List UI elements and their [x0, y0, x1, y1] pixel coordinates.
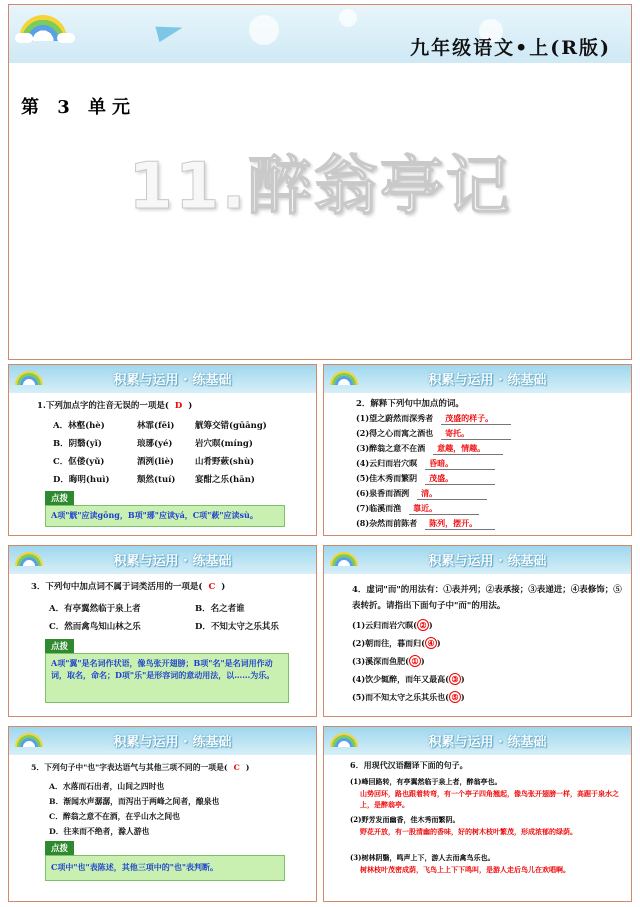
- question-4: 4．虚词"而"的用法有：①表并列；②表承接；③表递进；④表修饰；⑤表转折。请指出下面句子中"而"的用法。: [352, 585, 622, 612]
- option-c3: 山肴野蔌(shù): [195, 457, 255, 467]
- section-title: 积累与运用 · 练基础: [428, 735, 547, 750]
- question-5: 5．下列句子中"也"字表达语气与其他三项不同的一项是( C ): [31, 763, 250, 772]
- exercise-slide-4: [323, 545, 632, 717]
- option-c: C．醉翁之意不在酒，在乎山水之间也: [49, 812, 180, 821]
- list-item: (6)泉香而酒洌 清。: [356, 488, 487, 500]
- answer: C: [208, 582, 216, 592]
- course-title: 九年级语文•上(R版): [410, 37, 611, 59]
- section-title: 积累与运用 · 练基础: [428, 554, 547, 569]
- section-title: 积累与运用 · 练基础: [428, 373, 547, 388]
- option-b: B．名之者谁: [195, 604, 245, 614]
- answer: C: [233, 763, 240, 772]
- list-item: (2)得之心而寓之酒也 寄托。: [356, 428, 511, 440]
- translation-answer-1: 山势回环，路也跟着转弯，有一个亭子四角翘起，像鸟张开翅膀一样，高踞于泉水之上，是醉翁亭。: [360, 789, 619, 809]
- list-item: (8)杂然而前陈者 陈列，摆开。: [356, 518, 495, 530]
- exercise-slide-5: [8, 726, 317, 902]
- section-title: 积累与运用 · 练基础: [113, 735, 232, 750]
- option-a: A．有亭翼然临于泉上者: [49, 604, 141, 614]
- tip-text: A项"翼"是名词作状语，像鸟张开翅膀；B项"名"是名词用作动词，取名，命名；D项"乐"是形容词的意动用法，以……为乐。: [45, 653, 289, 703]
- option-d2: 颓然(tuí): [137, 475, 176, 485]
- translation-answer-2: 野花开放，有一股清幽的香味，好的树木枝叶繁茂，形成浓郁的绿荫。: [360, 827, 577, 836]
- translation-answer-3: 树林枝叶茂密成荫，飞鸟上上下下鸣叫，是游人走后鸟儿在欢唱啊。: [360, 865, 570, 874]
- list-item: (1)云归而岩穴暝( ② ): [352, 620, 433, 630]
- option-b3: 岩穴暝(míng): [195, 439, 253, 449]
- translation-source-3: (3)树林阴翳，鸣声上下，游人去而禽鸟乐也。: [350, 853, 495, 862]
- translation-source-1: (1)峰回路转，有亭翼然临于泉上者，醉翁亭也。: [350, 777, 502, 786]
- exercise-slide-6: [323, 726, 632, 902]
- option-d: D．往来而不绝者，滁人游也: [49, 827, 150, 836]
- option-d1: D．晦明(huì): [53, 475, 110, 485]
- slide-header: [9, 727, 316, 755]
- option-d3: 宴酣之乐(hān): [195, 475, 255, 485]
- list-item: (4)饮少辄醉，而年又最高( ③ ): [352, 674, 465, 684]
- list-item: (2)朝而往，暮而归( ④ ): [352, 638, 441, 648]
- option-b1: B．阴翳(yǐ): [53, 439, 102, 449]
- option-b: B．渐闻水声潺潺，而泻出于两峰之间者，酿泉也: [49, 797, 220, 806]
- list-item: (1)望之蔚然而深秀者 茂盛的样子。: [356, 413, 511, 425]
- tip-text: A项"觥"应读gōng，B项"琊"应读yá，C项"蔌"应读sù。: [45, 505, 285, 527]
- option-a1: A．林壑(hè): [53, 421, 105, 431]
- section-title: 积累与运用 · 练基础: [113, 554, 232, 569]
- slide-header: [324, 727, 631, 755]
- list-item: (7)临溪而渔 靠近。: [356, 503, 479, 515]
- slide-header: [9, 546, 316, 574]
- cover-slide: [8, 4, 632, 360]
- question-3: 3．下列句中加点词不属于词类活用的一项是( C ): [31, 582, 226, 592]
- list-item: (5)佳木秀而繁阴 茂盛。: [356, 473, 495, 485]
- slide-header: [324, 546, 631, 574]
- slide-header: [324, 365, 631, 393]
- question-6: 6．用现代汉语翻译下面的句子。: [350, 760, 468, 770]
- tip-label: 点拨: [45, 491, 74, 505]
- slide-header: [9, 365, 316, 393]
- lesson-title: 11.醉翁亭记: [128, 150, 512, 224]
- option-a3: 觥筹交错(gūāng): [195, 421, 267, 431]
- list-item: (4)云归而岩穴暝 昏暗。: [356, 458, 495, 470]
- option-c2: 酒洌(liè): [137, 457, 174, 467]
- option-b2: 琅琊(yé): [137, 439, 173, 449]
- option-d: D．不知太守之乐其乐: [195, 622, 279, 632]
- option-c1: C．伛偻(yǔ): [53, 457, 105, 467]
- translation-source-2: (2)野芳发而幽香，佳木秀而繁阴。: [350, 815, 460, 824]
- list-item: (3)醉翁之意不在酒 意趣，情趣。: [356, 443, 503, 455]
- question-1: 1.下列加点字的注音无误的一项是( D ): [37, 401, 193, 411]
- option-c: C．然而禽鸟知山林之乐: [49, 622, 141, 632]
- tip-label: 点拨: [45, 841, 74, 855]
- option-a: A．水落而石出者，山间之四时也: [49, 782, 165, 791]
- option-a2: 林霏(fēi): [137, 421, 175, 431]
- answer: D: [174, 401, 183, 411]
- list-item: (5)而不知太守之乐其乐也( ⑤ ): [352, 692, 465, 702]
- tip-label: 点拨: [45, 639, 74, 653]
- section-title: 积累与运用 · 练基础: [113, 373, 232, 388]
- tip-text: C项中"也"表陈述，其他三项中的"也"表判断。: [45, 855, 285, 881]
- exercise-slide-2: [323, 364, 632, 536]
- unit-label: 第 3 单元: [21, 97, 137, 118]
- exercise-slide-1: [8, 364, 317, 536]
- list-item: (3)溪深而鱼肥( ① ): [352, 656, 425, 666]
- question-2: 2．解释下列句中加点的词。: [356, 399, 464, 409]
- exercise-slide-3: [8, 545, 317, 717]
